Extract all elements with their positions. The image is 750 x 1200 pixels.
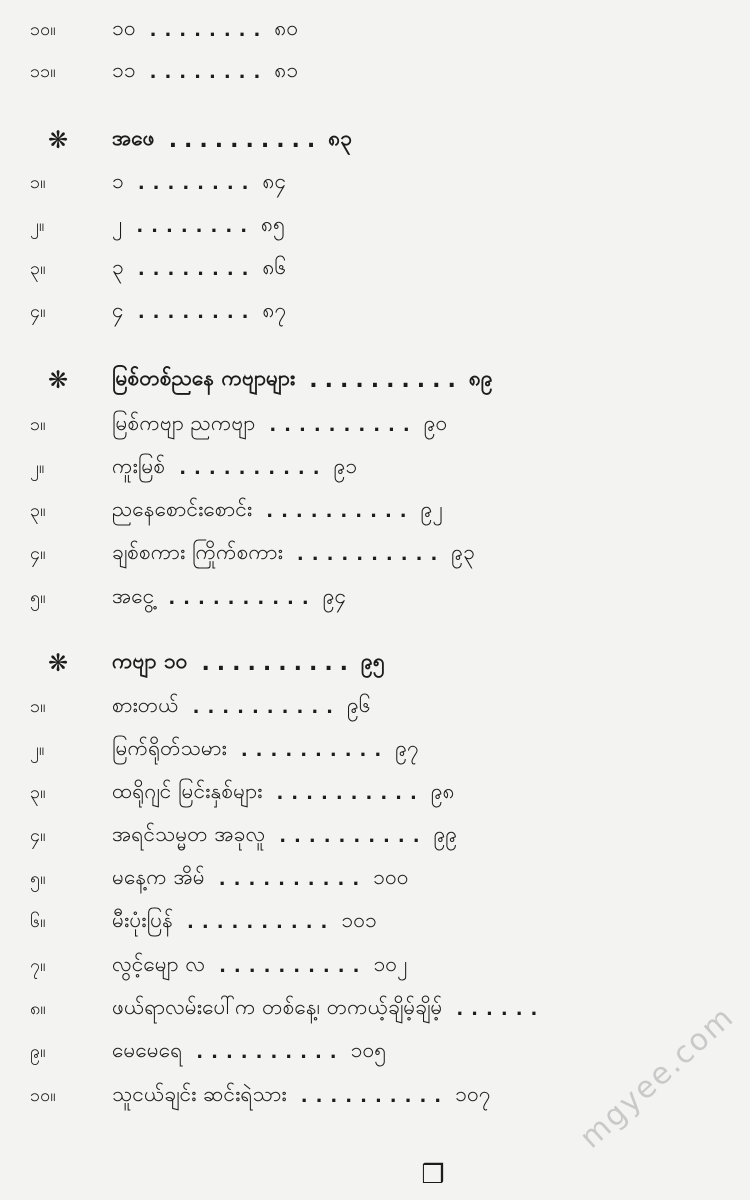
toc-row [0,206,750,246]
page-number: ၁၀၁ [341,907,377,932]
section-heading-row [0,120,750,160]
entry-text [112,951,407,982]
dot-leader: .......... [196,1041,345,1063]
entry-text [112,410,447,441]
toc-row [0,491,750,531]
dot-leader: ...... [456,998,546,1020]
entry-number: ၈။ [30,997,46,1019]
entry-text [112,1037,386,1068]
page-number: ၁၀၂ [373,951,408,976]
entry-number: ၂။ [30,738,45,760]
entry-text [112,365,493,396]
entry-title: ချစ်စကား ကြိုက်စကား [112,539,283,564]
page-number: ၁၀၀ [373,864,409,889]
entry-title: မီးပုံးပြန် [112,907,174,932]
page-number: ၉၁ [333,453,358,478]
entry-text [112,125,352,156]
dot-leader: .......... [300,1085,450,1107]
toc-row [0,946,750,986]
entry-number: ၁။ [30,413,46,435]
page-number: ၈၃ [328,125,353,150]
section-heading-row [0,360,750,400]
dot-leader: .......... [192,696,341,718]
dot-leader: .......... [240,739,390,761]
footer-ornament-icon: ❒ [421,1160,445,1190]
entry-number: ၂။ [30,456,45,478]
section-heading-row [0,643,750,683]
entry-text [112,1081,491,1112]
entry-number: ၃။ [30,257,46,279]
page-number: ၉၅ [361,648,385,673]
section-title: အဖေ [112,125,155,150]
dot-leader: ........ [149,19,269,41]
entry-number: ၇။ [30,954,46,976]
entry-text [112,211,285,242]
entry-number: ၁၁။ [30,60,56,82]
page-number: ၉၀ [423,410,448,435]
entry-title: အရင်သမ္မတ အခုလူ [112,821,266,846]
entry-title: မြက်ရိုတ်သမား [112,735,227,760]
dot-leader: .......... [276,782,425,804]
dot-leader: ........ [136,215,256,237]
entry-number: ၄။ [30,824,46,846]
dot-leader: .......... [187,911,336,933]
entry-title: ၃ [112,254,124,279]
toc-row [0,534,750,574]
page-number: ၈၄ [262,168,287,193]
page-number: ၉၆ [347,692,371,717]
watermark: mgyee.com [573,999,742,1156]
toc-row [0,578,750,618]
toc-row [0,163,750,203]
entry-number: ၃။ [30,781,46,803]
entry-text [112,496,443,527]
dot-leader: ........ [137,301,257,323]
page-number: ၉၈ [430,778,455,803]
entry-title: ၁၁ [112,57,136,82]
toc-row [0,687,750,727]
entry-title: မနေ့က အိမ် [112,864,205,889]
entry-number: ၄။ [30,542,46,564]
section-title: မြစ်တစ်ညနေ ကဗျာများ [112,365,296,390]
entry-title: လွင့်မျော လ [112,951,206,976]
entry-number: ၃။ [30,499,46,521]
entry-title: ၁ [112,168,124,193]
dot-leader: .......... [269,414,418,436]
entry-text [112,994,551,1025]
page-number: ၈၉ [468,365,493,390]
section-star-icon: ❋ [48,649,69,677]
entry-title: အငွေ့ [112,583,155,608]
toc-row [0,989,750,1029]
page-number: ၉၂ [420,496,443,521]
dot-leader: .......... [279,825,428,847]
entry-title: သူငယ်ချင်း ဆင်းရဲသား [112,1081,287,1106]
page-number: ၉၃ [451,539,475,564]
entry-number: ၅။ [30,586,46,608]
entry-text [112,583,346,614]
toc-row [0,859,750,899]
entry-text [112,692,371,723]
entry-title: ကူးမြစ် [112,453,166,478]
toc-row [0,816,750,856]
entry-number: ၆။ [30,910,46,932]
page-number: ၁၀၅ [350,1037,387,1062]
toc-row [0,1032,750,1072]
toc-row [0,773,750,813]
toc-row [0,52,750,92]
entry-title: ၂ [112,211,123,236]
dot-leader: .......... [309,367,463,393]
section-title: ကဗျာ ၁၀ [112,648,188,673]
entry-number: ၅။ [30,867,46,889]
section-star-icon: ❋ [48,126,69,154]
page-number: ၉၄ [322,583,347,608]
dot-leader: .......... [219,955,368,977]
toc-row [0,448,750,488]
page-number: ၉၇ [395,735,419,760]
entry-number: ၁၀။ [30,1084,56,1106]
dot-leader: ........ [137,172,257,194]
entry-text [112,453,357,484]
page-number: ၈၁ [274,57,299,82]
entry-number: ၄။ [30,300,46,322]
dot-leader: ........ [137,258,257,280]
entry-title: ညနေစောင်းစောင်း [112,496,253,521]
entry-title: ဖယ်ရာလမ်းပေါ်က တစ်နေ့၊ တကယ့်ချိမ့်ချိမ့် [112,994,443,1019]
entry-number: ၁၀။ [30,18,56,40]
entry-title: ထရိုဂျင် မြင်းနှစ်များ [112,778,263,803]
dot-leader: .......... [168,587,317,609]
entry-text [112,778,455,809]
dot-leader: .......... [266,500,415,522]
page-number: ၁၀၇ [455,1081,491,1106]
entry-title: စားတယ် [112,692,179,717]
entry-text [112,907,377,938]
entry-text [112,539,475,570]
toc-row [0,730,750,770]
entry-text [112,168,286,199]
toc-row [0,902,750,942]
entry-text [112,57,298,88]
page-number: ၈၀ [274,15,299,40]
entry-title: ၁၀ [112,15,136,40]
page-number: ၈၆ [262,254,287,279]
entry-number: ၁။ [30,171,46,193]
page-number: ၈၇ [262,297,287,322]
entry-text [112,254,286,285]
dot-leader: .......... [201,650,356,676]
page-number: ၉၉ [433,821,458,846]
section-star-icon: ❋ [48,366,69,394]
dot-leader: .......... [179,457,328,479]
entry-text [112,297,286,328]
dot-leader: .......... [218,868,368,890]
page-number: ၈၅ [261,211,285,236]
entry-title: မြစ်ကဗျာ ညကဗျာ [112,410,256,435]
entry-number: ၂။ [30,214,45,236]
entry-text [112,15,298,46]
entry-title: ၄ [112,297,124,322]
entry-text [112,864,409,895]
entry-number: ၁။ [30,695,46,717]
toc-row [0,249,750,289]
toc-row [0,292,750,332]
entry-text [112,821,457,852]
dot-leader: .......... [296,543,446,565]
toc-row [0,405,750,445]
entry-text [112,648,385,679]
dot-leader: .......... [168,127,323,153]
entry-title: မေမေရေ [112,1037,183,1062]
entry-number: ၉။ [30,1040,46,1062]
dot-leader: ........ [149,61,269,83]
toc-row [0,10,750,50]
entry-text [112,735,419,766]
